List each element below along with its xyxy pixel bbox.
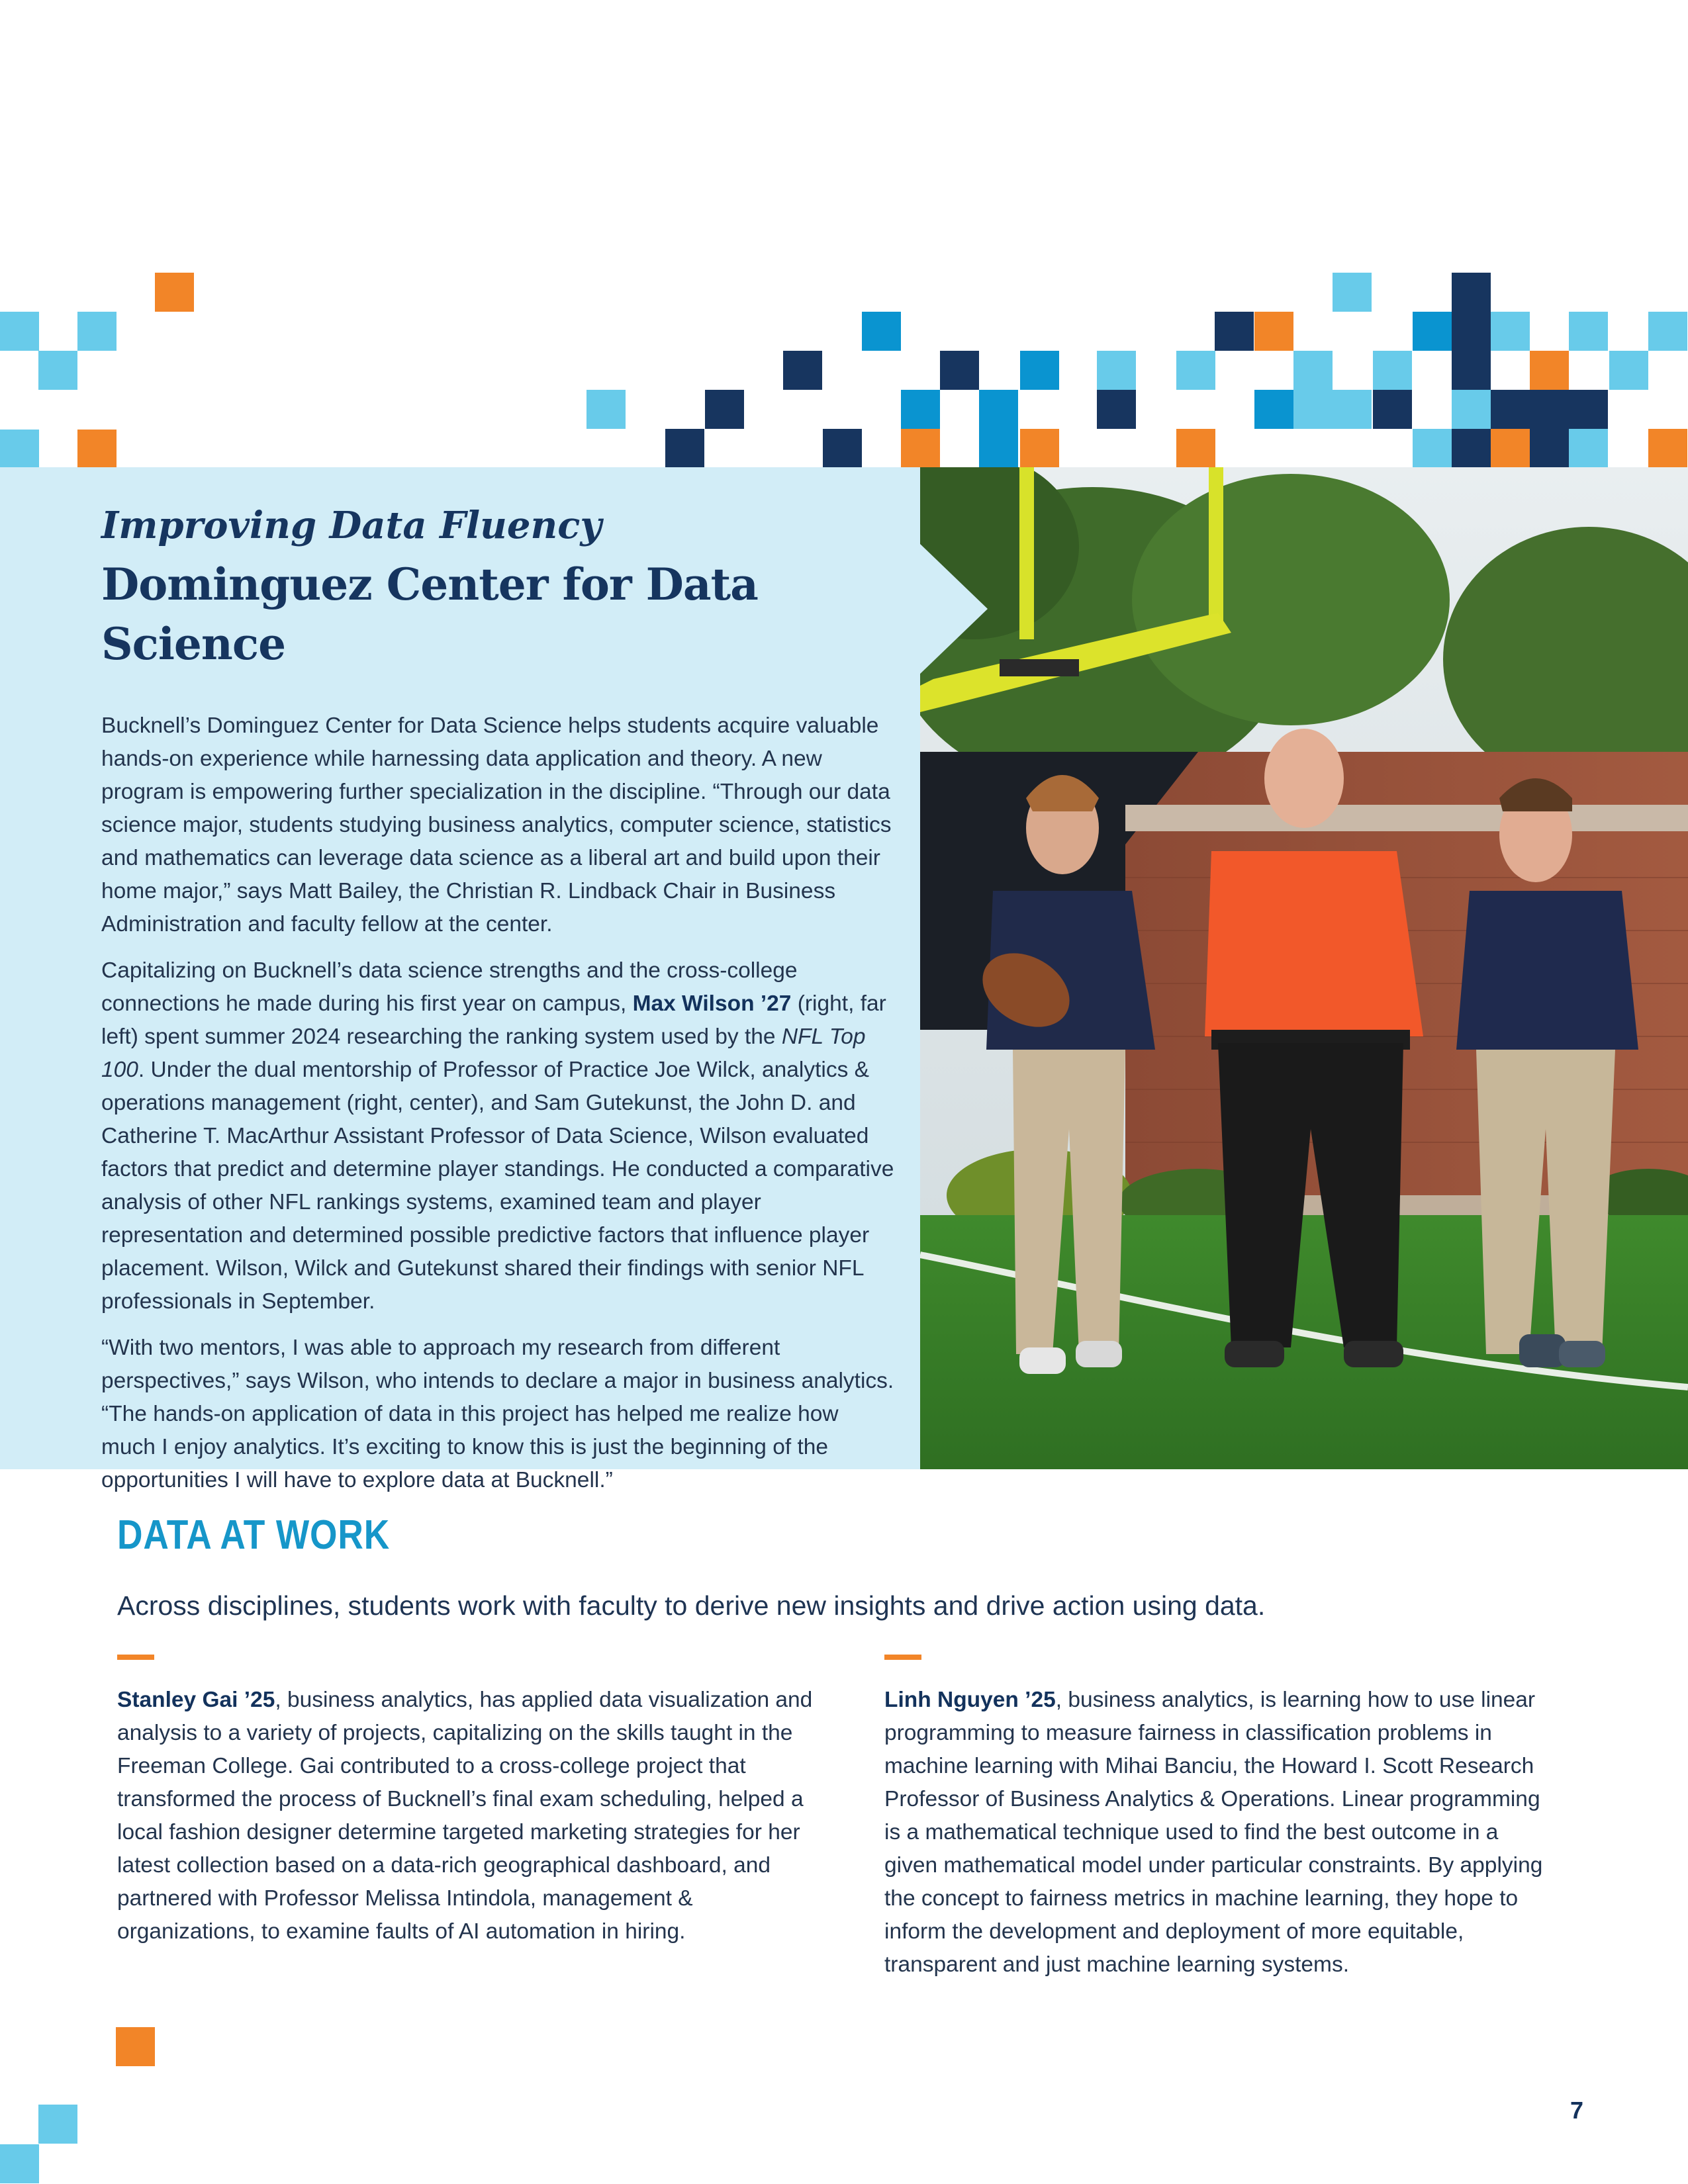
pixel-square <box>586 390 626 429</box>
pixel-square <box>665 429 704 468</box>
pixel-square <box>0 312 39 351</box>
pixel-square <box>1530 429 1569 468</box>
pixel-square <box>1254 312 1293 351</box>
pixel-square <box>823 429 862 468</box>
feature-paragraph-2-mid: (right, far left) spent summer 2024 researching the ranking system used by the <box>101 991 886 1049</box>
feature-paragraph-1: Bucknell’s Dominguez Center for Data Science helps students acquire valuable hands-on experience while harnessing data application and theory. A new program is empowering further specialization in the discipline. “Through our data science major, students studying business analytics, computer science, statistics and mathematics can leverage data science as a liberal art and build upon their home major,” says Matt Bailey, the Christian R. Lindback Chair in Business Administration and faculty fellow at the center. <box>101 713 892 936</box>
pixel-square <box>0 430 39 469</box>
student-name-linh-nguyen: Linh Nguyen ’25 <box>884 1688 1056 1712</box>
profile-stanley-gai <box>117 1684 819 1948</box>
pixel-square <box>862 312 901 351</box>
pixel-square <box>1413 312 1452 351</box>
pixel-square <box>77 430 117 469</box>
pixel-square <box>1648 429 1687 468</box>
profile-linh-nguyen-text: , business analytics, is learning how to use linear programming to measure fairness in classification problems in machine learning with Mihai Banciu, the Howard I. Scott Research Professor of Business Analytics & Operations. Linear programming is a mathematical technique used to find the best outcome in a given mathematical model under particular constraints. By applying the concept to fairness metrics in machine learning, they hope to inform the development and deployment of more equitable, transparent and just machine learning systems. <box>884 1688 1543 1977</box>
feature-title: Dominguez Center for Data Science <box>101 559 758 670</box>
pixel-square <box>1530 351 1569 390</box>
pixel-square <box>1176 429 1215 468</box>
pixel-square <box>1569 429 1608 468</box>
pixel-square <box>1648 312 1687 351</box>
pixel-square <box>1452 273 1491 312</box>
student-name-max-wilson: Max Wilson ’27 <box>632 991 792 1016</box>
pixel-square <box>1452 351 1491 390</box>
feature-paragraph-2-start: Capitalizing on Bucknell’s data science strengths and the cross-college connections he made during his first year on campus, <box>101 958 798 1016</box>
pixel-square <box>1176 351 1215 390</box>
pixel-square <box>1569 312 1608 351</box>
panel-arrow-pointer <box>919 543 988 675</box>
student-name-stanley-gai: Stanley Gai ’25 <box>117 1688 275 1712</box>
pixel-square <box>0 2144 39 2183</box>
pixel-square <box>1452 390 1491 429</box>
pixel-square <box>1373 390 1412 429</box>
pixel-square <box>1097 390 1136 429</box>
pixel-square <box>1333 390 1372 429</box>
feature-photo <box>920 467 1688 1469</box>
pixel-square <box>979 429 1018 468</box>
nfl-top-100-title: NFL Top 100 <box>101 1024 866 1082</box>
profile-column-right <box>884 1655 1546 1981</box>
pixel-square <box>1293 390 1333 429</box>
pixel-square <box>1609 351 1648 390</box>
pixel-square <box>116 2027 155 2066</box>
pixel-square <box>1413 429 1452 468</box>
pixel-square <box>979 390 1018 429</box>
pixel-square <box>38 2105 77 2144</box>
page-number: 7 <box>1570 2097 1583 2124</box>
pixel-square <box>1491 429 1530 468</box>
feature-kicker: Improving Data Fluency <box>101 504 602 547</box>
pixel-square <box>1569 390 1608 429</box>
data-at-work-heading: DATA AT WORK <box>117 1512 391 1558</box>
pixel-square <box>155 273 194 312</box>
pixel-square <box>1452 312 1491 351</box>
profile-linh-nguyen <box>884 1684 1546 1981</box>
pixel-square <box>901 429 940 468</box>
orange-accent-bar <box>884 1655 921 1660</box>
pixel-square <box>1254 390 1293 429</box>
pixel-square <box>1215 312 1254 351</box>
pixel-square <box>1097 351 1136 390</box>
feature-paragraph-3: “With two mentors, I was able to approach my research from different perspectives,” says Wilson, who intends to declare a major in business analytics. “The hands-on application of data in this project has helped me realize how much I enjoy analytics. It’s exciting to know this is just the beginning of the opportunities I will have to explore data at Bucknell.” <box>101 1336 894 1492</box>
pixel-square <box>77 312 117 351</box>
pixel-square <box>783 351 822 390</box>
pixel-square <box>1491 390 1530 429</box>
data-at-work-section <box>117 1504 1573 1977</box>
data-at-work-intro: Across disciplines, students work with faculty to derive new insights and drive action using data. <box>117 1590 1266 1621</box>
feature-paragraph-2 <box>101 954 896 1318</box>
pixel-square <box>1333 273 1372 312</box>
pixel-square <box>1452 429 1491 468</box>
feature-body <box>101 709 896 1497</box>
pixel-square <box>1020 351 1059 390</box>
pixel-square <box>1293 351 1333 390</box>
profile-stanley-gai-text: , business analytics, has applied data visualization and analysis to a variety of projects, capitalizing on the skills taught in the Freeman College. Gai contributed to a cross-college project that transformed the process of Bucknell’s final exam scheduling, helped a local fashion designer determine targeted marketing strategies for her latest collection based on a data-rich geographical dashboard, and partnered with Professor Melissa Intindola, management & organizations, to examine faults of AI automation in hiring. <box>117 1688 813 1944</box>
feature-article <box>101 500 896 1510</box>
pixel-square <box>38 351 77 390</box>
profile-column-left <box>117 1655 819 1948</box>
pixel-square <box>1491 312 1530 351</box>
pixel-square <box>1373 351 1412 390</box>
feature-paragraph-2-end: . Under the dual mentorship of Professor of Practice Joe Wilck, analytics & operations management (right, center), and Sam Gutekunst, the John D. and Catherine T. MacArthur Assistant Professor of Data Science, Wilson evaluated factors that predict and determine player standings. He conducted a comparative analysis of other NFL rankings systems, examined team and player representation and determined possible predictive factors that influence player placement. Wilson, Wilck and Gutekunst shared their findings with senior NFL professionals in September. <box>101 1058 894 1314</box>
pixel-square <box>705 390 744 429</box>
pixel-square <box>940 351 979 390</box>
pixel-square <box>1020 429 1059 468</box>
pixel-square <box>1530 390 1569 429</box>
orange-accent-bar <box>117 1655 154 1660</box>
pixel-square <box>901 390 940 429</box>
